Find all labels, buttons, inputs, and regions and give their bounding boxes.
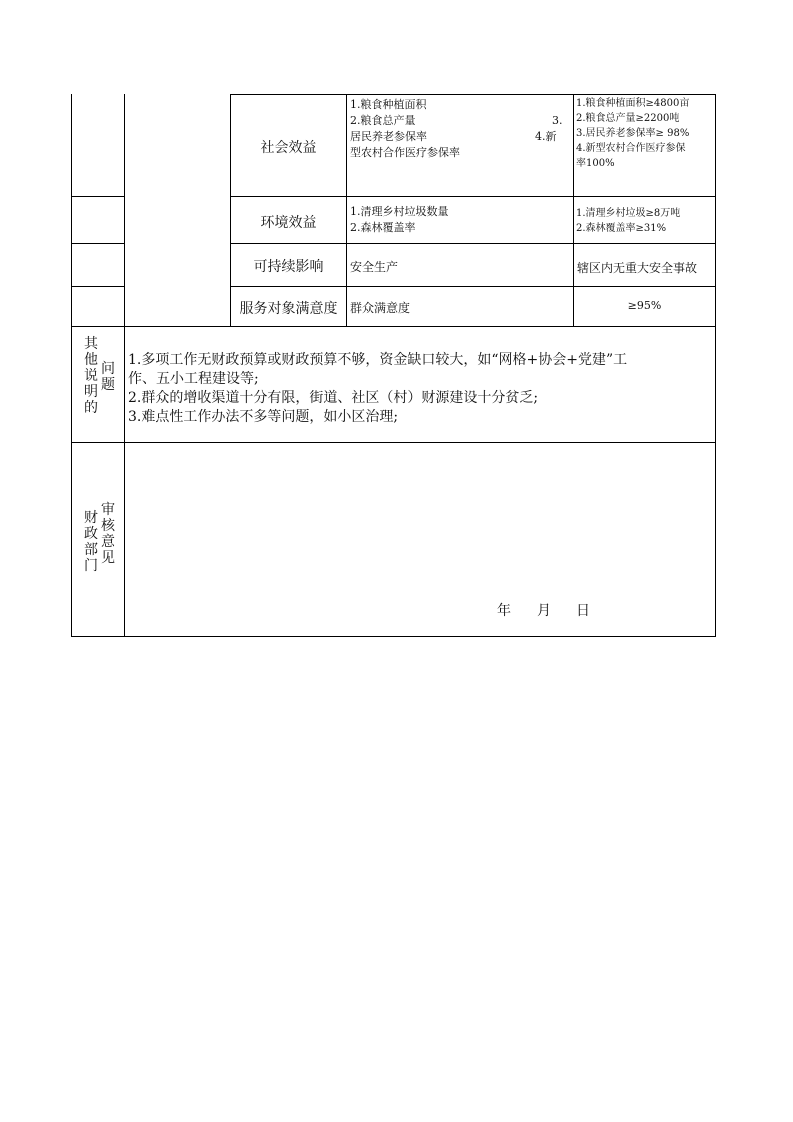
issue-line-2: 作、五小工程建设等;	[128, 371, 259, 387]
finance-review-label-col1: 财 政 部 门	[84, 510, 98, 574]
review-day: 日	[576, 603, 590, 619]
social-target-2: 2.粮食总产量≥2200吨	[576, 113, 680, 124]
social-target-1: 1.粮食种植面积≥4800亩	[576, 98, 690, 109]
environment-indicator-1: 1.清理乡村垃圾数量	[350, 205, 449, 218]
grid-line	[573, 94, 574, 326]
other-issues-label-col2: 问 题	[101, 361, 115, 393]
review-month: 月	[537, 603, 551, 619]
satisfaction-indicator: 群众满意度	[350, 301, 411, 315]
social-indicator-2: 2.粮食总产量	[350, 114, 416, 127]
other-issues-label-col1: 其 他 说 明 的	[84, 336, 98, 416]
grid-line	[71, 326, 716, 327]
social-benefit-label: 社会效益	[260, 140, 317, 156]
social-indicator-1: 1.粮食种植面积	[350, 98, 427, 111]
grid-line	[71, 196, 125, 197]
issue-line-1: 1.多项工作无财政预算或财政预算不够，资金缺口较大，如“网格+协会+党建”工	[128, 352, 628, 368]
grid-line	[230, 94, 231, 326]
grid-line	[71, 243, 125, 244]
social-indicator-4-number: 4.新	[535, 130, 557, 143]
environment-indicator-2: 2.森林覆盖率	[350, 221, 416, 234]
social-indicator-4: 型农村合作医疗参保率	[350, 146, 460, 159]
grid-line	[231, 286, 716, 287]
sustainable-target: 辖区内无重大安全事故	[577, 261, 698, 275]
social-indicator-3-number: 3.	[552, 114, 563, 127]
grid-line	[71, 442, 716, 443]
grid-line	[346, 94, 347, 326]
sustainable-indicator: 安全生产	[350, 260, 399, 274]
grid-line	[231, 243, 716, 244]
satisfaction-label: 服务对象满意度	[239, 301, 338, 317]
grid-line	[231, 94, 716, 95]
review-year: 年	[497, 603, 511, 619]
finance-review-label-col2: 审 核 意 见	[101, 502, 115, 566]
grid-line	[124, 94, 125, 637]
satisfaction-target: ≥95%	[627, 299, 662, 312]
social-target-4: 4.新型农村合作医疗参保	[576, 143, 686, 154]
issue-line-3: 2.群众的增收渠道十分有限，街道、社区（村）财源建设十分贫乏;	[128, 390, 539, 406]
social-target-4-cont: 率100%	[576, 158, 615, 169]
table-border-right	[715, 94, 716, 637]
issue-line-4: 3.难点性工作办法不多等问题，如小区治理;	[128, 409, 399, 425]
environment-target-1: 1.清理乡村垃圾≥8万吨	[576, 208, 681, 219]
grid-line	[71, 286, 125, 287]
environment-benefit-label: 环境效益	[260, 215, 317, 231]
social-target-3: 3.居民养老参保率≥ 98%	[576, 128, 690, 139]
table-border-left	[71, 94, 72, 637]
grid-line	[231, 196, 716, 197]
table-border-bottom	[71, 636, 716, 637]
sustainable-impact-label: 可持续影响	[253, 259, 324, 275]
social-indicator-3: 居民养老参保率	[350, 130, 427, 143]
environment-target-2: 2.森林覆盖率≥31%	[576, 223, 667, 234]
